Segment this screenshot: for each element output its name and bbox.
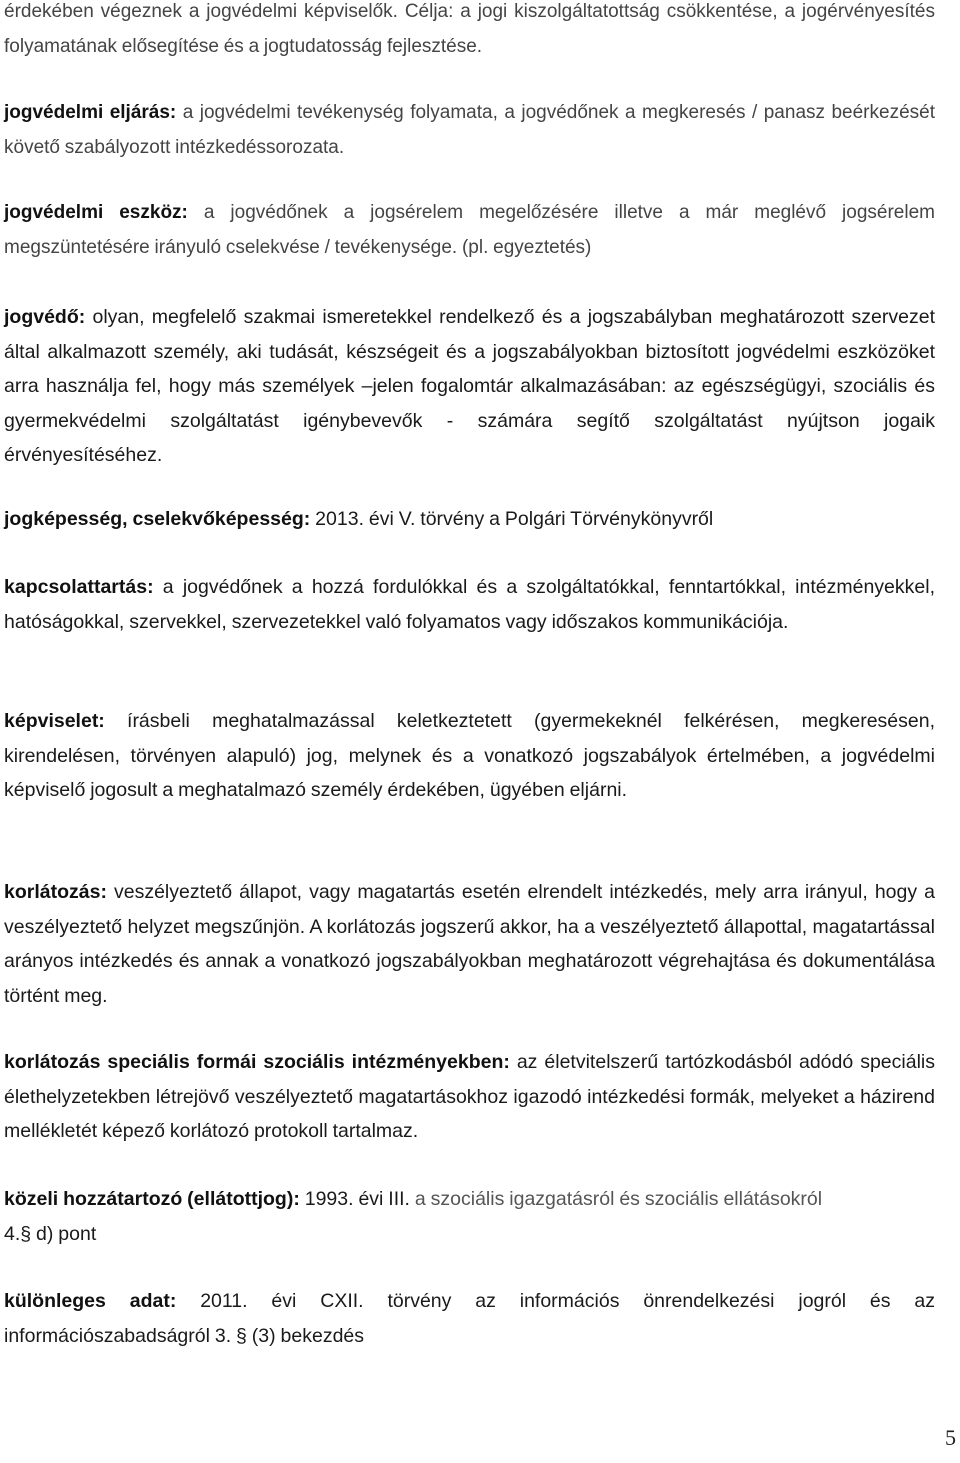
term-label: közeli hozzátartozó (ellátottjog): xyxy=(4,1188,300,1210)
paragraph-kapcsolattartas xyxy=(4,570,935,639)
term-label: képviselet: xyxy=(4,710,105,732)
paragraph-text: olyan, megfelelő szakmai ismeretekkel rendelkező és a jogszabályban meghatározott szervezet által alkalmazott személy, aki tudását, készségeit és a jogszabályokban biztosított jogvédelmi eszközöket arra használja fel, hogy más személyek –jelen fogalomtár alkalmazásában: az egészségügyi, szociális és gyermekvédelmi szolgáltatást igénybevevők - számára segítő szolgáltatást nyújtson jogaik érvényesítéséhez. xyxy=(4,306,935,466)
term-label: korlátozás: xyxy=(4,881,107,903)
paragraph-tail-text: 4.§ d) pont xyxy=(4,1222,97,1245)
paragraph-text: az életvitelszerű tartózkodásból adódó speciális élethelyzetekben létrejövő veszélyeztető magatartásokhoz igazodó intézkedési formák, melyeket a házirend mellékletét képező korlátozó protokoll tartalmaz. xyxy=(4,1051,935,1142)
paragraph-intro xyxy=(4,0,935,64)
term-label: különleges adat: xyxy=(4,1290,177,1312)
term-label: jogvédő: xyxy=(4,306,86,328)
paragraph-korlatozas-specialis xyxy=(4,1045,935,1149)
term-label: jogvédelmi eljárás: xyxy=(4,102,177,123)
paragraph-text: 1993. évi III. xyxy=(299,1188,410,1210)
paragraph-jogkepesseg xyxy=(4,502,935,537)
paragraph-text: veszélyeztető állapot, vagy magatartás esetén elrendelt intézkedés, mely arra irányul, hogy a veszélyeztető helyzet megszűnjön. A korlátozás jogszerű akkor, ha a veszélyeztető állapottal, magatartással arányos intézkedés és annak a vonatkozó jogszabályokban meghatározott végrehajtása és dokumentálása történt meg. xyxy=(4,881,935,1007)
term-label: jogképesség, cselekvőképesség: xyxy=(4,508,311,530)
term-label: kapcsolattartás: xyxy=(4,576,154,598)
paragraph-kepviselet xyxy=(4,704,935,808)
paragraph-jogvedelmi-eljaras xyxy=(4,96,935,165)
paragraph-kozeli-hozzatartozo xyxy=(4,1182,935,1251)
paragraph-text: 2013. évi V. törvény a Polgári Törvénykönyvről xyxy=(310,508,714,530)
law-title-text: a szociális igazgatásról és szociális ellátásokról xyxy=(409,1188,823,1210)
term-label: jogvédelmi eszköz: xyxy=(4,202,188,223)
paragraph-jogvedo xyxy=(4,300,935,473)
paragraph-text: 2011. évi CXII. törvény az információs önrendelkezési jogról és az információszabadságról 3. § (3) bekezdés xyxy=(4,1290,935,1347)
paragraph-text: a jogvédőnek a jogsérelem megelőzésére illetve a már meglévő jogsérelem megszüntetésére irányuló cselekvése / tevékenysége. (pl. egyeztetés) xyxy=(4,202,935,258)
paragraph-text: a jogvédelmi tevékenység folyamata, a jogvédőnek a megkeresés / panasz beérkezését követő szabályozott intézkedéssorozata. xyxy=(4,102,935,158)
paragraph-kulonleges-adat xyxy=(4,1284,935,1353)
term-label: korlátozás speciális formái szociális intézményekben: xyxy=(4,1051,510,1073)
paragraph-jogvedelmi-eszkoz xyxy=(4,196,935,265)
paragraph-text: írásbeli meghatalmazással keletkeztetett (gyermekeknél felkérésen, megkeresésen, kirendelésen, törvényen alapuló) jog, melynek és a vonatkozó jogszabályok értelmében, a jogvédelmi képviselő jogosult a meghatalmazó személy érdekében, ügyében eljárni. xyxy=(4,710,935,801)
paragraph-text: a jogvédőnek a hozzá fordulókkal és a szolgáltatókkal, fenntartókkal, intézményekkel, hatóságokkal, szervekkel, szervezetekkel való folyamatos vagy időszakos kommunikációja. xyxy=(4,576,935,633)
paragraph-text: érdekében végeznek a jogvédelmi képviselők. Célja: a jogi kiszolgáltatottság csökkentése, a jogérvényesítés folyamatának elősegítése és a jogtudatosság fejlesztése. xyxy=(4,1,935,57)
page-number: 5 xyxy=(945,1425,956,1450)
paragraph-korlatozas xyxy=(4,875,935,1013)
